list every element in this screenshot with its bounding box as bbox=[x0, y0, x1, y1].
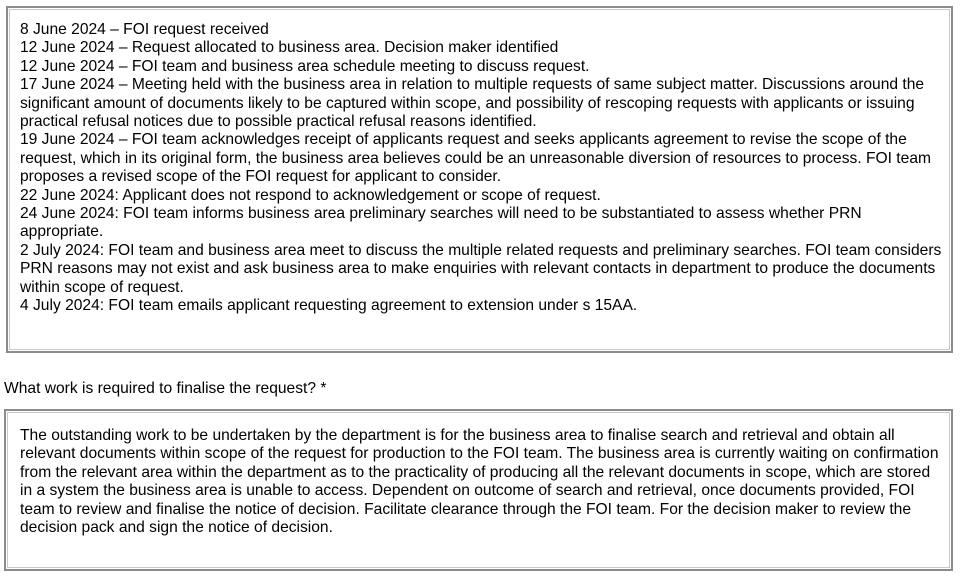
timeline-entry: 24 June 2024: FOI team informs business area preliminary searches will need to be substantiated to assess whether PRN appropriate. bbox=[20, 205, 862, 241]
timeline-entry: 17 June 2024 – Meeting held with the business area in relation to multiple requests of same subject matter. Discussions around the significant amount of documents likely to be captured within scope, and possibility of rescoping requests with applicants or issuing practical refusal notices due to possible practical refusal reasons identified. bbox=[20, 76, 925, 131]
question-label: What work is required to finalise the request? * bbox=[4, 380, 327, 397]
timeline-textarea[interactable] bbox=[6, 6, 953, 353]
timeline-entry: 22 June 2024: Applicant does not respond to acknowledgement or scope of request. bbox=[20, 186, 601, 204]
timeline-entry: 12 June 2024 – Request allocated to business area. Decision maker identified bbox=[20, 39, 559, 57]
timeline-entry: 19 June 2024 – FOI team acknowledges receipt of applicants request and seeks applicants agreement to revise the scope of the request, which in its original form, the business area believes could be an unreasonable diversion of resources to process. FOI team proposes a revised scope of the FOI request for applicant to consider. bbox=[20, 131, 931, 186]
answer-text: The outstanding work to be undertaken by the department is for the business area to finalise search and retrieval and obtain all relevant documents within scope of the request for production to the FOI team. The business area is currently waiting on confirmation from the relevant area within the department as to the practicality of producing all the relevant documents in scope, which are stored in a system the business area is unable to access. Dependent on outcome of search and retrieval, once documents provided, FOI team to review and finalise the notice of decision. Facilitate clearance through the FOI team. For the decision maker to review the decision pack and sign the notice of decision. bbox=[20, 427, 939, 537]
timeline-entry: 2 July 2024: FOI team and business area meet to discuss the multiple related requests and preliminary searches. FOI team considers PRN reasons may not exist and ask business area to make enquiries with relevant contacts in department to produce the documents within scope of request. bbox=[20, 241, 942, 296]
timeline-list bbox=[20, 21, 945, 316]
timeline-entry: 4 July 2024: FOI team emails applicant requesting agreement to extension under s 15AA. bbox=[20, 297, 638, 315]
timeline-entry: 12 June 2024 – FOI team and business area schedule meeting to discuss request. bbox=[20, 57, 590, 75]
timeline-entry: 8 June 2024 – FOI request received bbox=[20, 21, 269, 38]
answer-textarea[interactable] bbox=[4, 409, 953, 571]
